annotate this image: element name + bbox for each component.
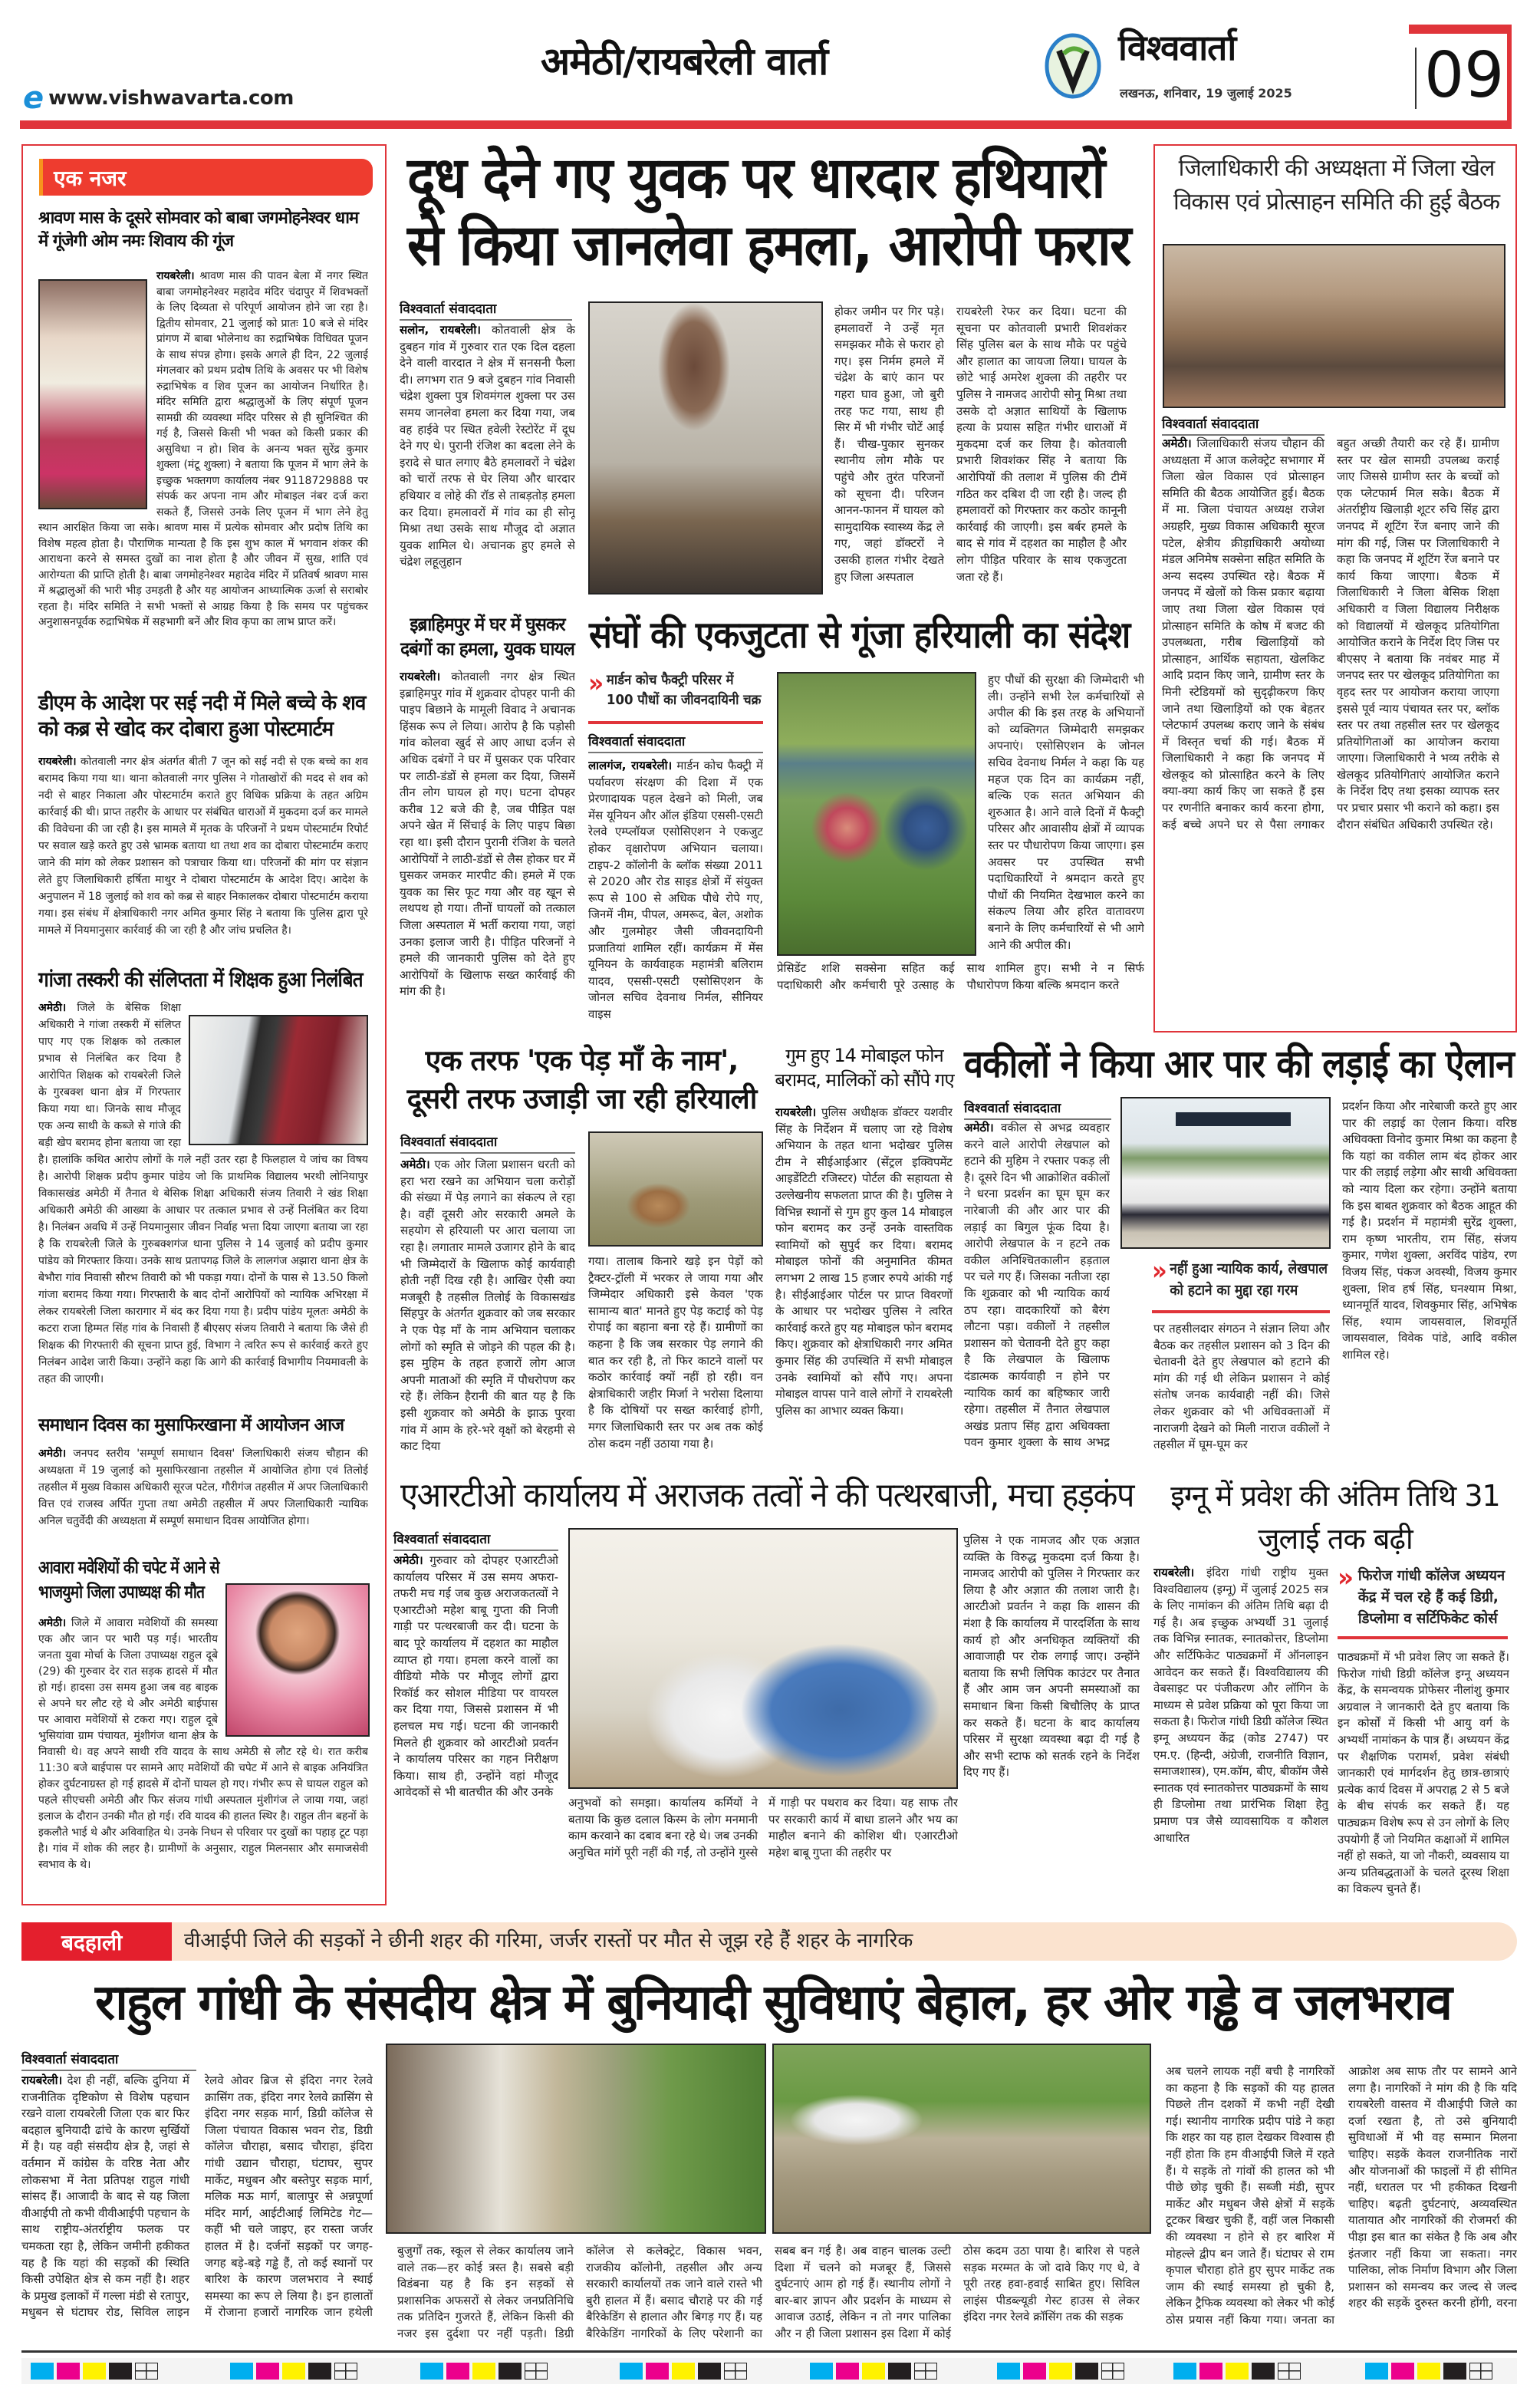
chevron-right-icon: »: [1338, 1563, 1354, 1593]
color-swatch: [888, 2363, 911, 2380]
badhali-body-col-2: बुजुर्गों तक, स्कूल से लेकर कार्यालय जाने वाले तक—हर कोई त्रस्त है। सबसे बड़ी विडंबना यह है कि इन सड़कों से प्रशासनिक अफसरों से लेकर जनप्रतिनिधि तक प्रतिदिन गुजरते हैं, लेकिन किसी की नजर इस दुर्दशा पर नहीं पड़ती। डिग्री कॉलेज से कलेक्ट्रेट, विकास भवन, राजकीय कॉलोनी, तहसील और अन्य सरकारी कार्यालयों तक जाने वाले रास्ते भी बुरी हालत में हैं। बसाद चौराहे पर की गई बैरिकेडिंग से हालात और बिगड़ गए हैं। यह बैरिकेडिंग नागरिकों के लिए परेशानी का सबब बन गई है। अब वाहन चालक उल्टी दिशा में चलने को मजबूर हैं, जिससे दुर्घटनाएं आम हो गई हैं। स्थानीय लोगों ने बार-बार ज्ञापन और प्रदर्शन के माध्यम से आवाज उठाई, लेकिन न तो नगर पालिका और न ही जिला प्रशासन इस दिशा में कोई ठोस कदम उठा पाया है। बारिश से पहले सड़क मरम्मत के जो दावे किए गए थे, वे पूरी तरह हवा-हवाई साबित हुए। सिविल लाइंस पीडब्ल्यूडी गेस्ट हाउस से लेकर इंदिरा नगर रेलवे क्रॉसिंग तक की सड़क: [397, 2244, 1140, 2340]
color-swatch: [620, 2363, 643, 2380]
subhead-rule: [1152, 1310, 1330, 1313]
color-swatch: [1391, 2363, 1414, 2380]
vakeel-body-col-1: अमेठी। वकील से अभद्र व्यवहार करने वाले आरोपी लेखपाल को हटाने की मुहिम ने रफ्तार पकड़ ली है। दूसरे दिन भी आक्रोशित वकीलों ने धरना प्रदर्शन का घूम घूम कर नारेबाजी की और आर पार की लड़ाई का बिगुल फूंक दिया है। आरोपी लेखपाल के न हटने तक वकील अनिश्चितकालीन हड़ताल पर चले गए हैं। जिसका नतीजा रहा कि शुक्रवार को भी न्यायिक कार्य ठप रहा। वादकारियों को बैरंग लौटना पड़ा। वकीलों ने तहसील प्रशासन को चेतावनी देते हुए कहा है कि लेखपाल के खिलाफ दंडात्मक कार्यवाही न होने पर न्यायिक कार्य का बहिष्कार जारी रहेगा। तहसील में तैनात लेखपाल अखंड प्रताप सिंह द्वारा अधिवक्ता पवन कुमार शुक्ला के साथ अभद्र: [964, 1121, 1110, 1450]
color-swatch: [1443, 2363, 1466, 2380]
story-body: रायबरेली। श्रावण मास की पावन बेला में नगर स्थित बाबा जगमोहनेश्वर महादेव मंदिर चंदापुर में शिवभक्तों के लिए दिव्यता से परिपूर्ण आयोजन होने जा रहा है। द्वितीय सोमवार, 21 जुलाई को प्रातः 10 बजे से मंदिर प्रांगण में बाबा भोलेनाथ का रुद्राभिषेक विधिवत पूजन के साथ संपन्न होगा। इसके अगले ही दिन, 22 जुलाई मंगलवार को प्रथम प्रदोष तिथि के अवसर पर भी विशेष रुद्राभिषेक व शिव पूजन का आयोजन निर्धारित है। मंदिर समिति द्वारा श्रद्धालुओं के लिए संपूर्ण पूजन सामग्री की व्यवस्था मंदिर परिसर से ही सुनिश्चित की गई है, जिससे किसी भी भक्त को किसी प्रकार की असुविधा न हो। शिव के अनन्य भक्त सुरेंद्र कुमार शुक्ला (मंटू शुक्ला) ने बताया कि पूजन में भाग लेने के इच्छुक भक्तगण कार्यालय नंबर 9118729888 पर संपर्क कर अपना नाम और मोबाइल नंबर दर्ज करा सकते हैं, जिससे उनके लिए पूजन में भाग लेने हेतु स्थान आरक्षित किया जा सके। श्रावण मास में प्रत्येक सोमवार और प्रदोष तिथि का विशेष महत्व होता है। पौराणिक मान्यता है कि इस शुभ काल में भगवान शंकर की आराधना करने से समस्त दुखों का नाश होता है और जीवन में सुख, शांति एवं आरोग्यता की प्राप्ति होती है। बाबा जगमोहनेश्वर महादेव मंदिर में प्रतिवर्ष श्रावण मास में श्रद्धालुओं की भारी भीड़ उमड़ती है और यह आयोजन आध्यात्मिक ऊर्जा से सराबोर रहता है। मंदिर समिति ने सभी भक्तों से आग्रह किया है कि समय पर पहुंचकर अनुशासनपूर्वक रुद्राभिषेक में सहभागी बनें और शिव कृपा का लाभ प्राप्त करें।: [38, 270, 368, 628]
story-headline: श्रावण मास के दूसरे सोमवार को बाबा जगमोहनेश्वर धाम में गूंजेगी ओम नमः शिवाय की गूंज: [38, 209, 359, 251]
color-swatch: [997, 2363, 1020, 2380]
badhali-body-col-1: रायबरेली। देश ही नहीं, बल्कि दुनिया में राजनीतिक दृष्टिकोण से विशेष पहचान रखने वाला रायबरेली जिला एक बार फिर बदहाल बुनियादी ढांचे के कारण सुर्खियों में है। यह वही संसदीय क्षेत्र है, जहां से वर्तमान में कांग्रेस के वरिष्ठ नेता और लोकसभा में नेता प्रतिपक्ष राहुल गांधी सांसद हैं। आजादी के बाद से यह जिला वीआईपी तो कभी वीवीआईपी पहचान के साथ राष्ट्रीय-अंतर्राष्ट्रीय फलक पर चमकता रहा है, लेकिन जमीनी हकीकत यह है कि यहां की सड़कों की स्थिति किसी उपेक्षित क्षेत्र से कम नहीं है। शहर के प्रमुख इलाकों में गल्ला मंडी से रतापुर, मधुबन से घंटाघर रोड, सिविल लाइन रेलवे ओवर ब्रिज से इंदिरा नगर रेलवे क्रासिंग तक, इंदिरा नगर रेलवे क्रासिंग से इंदिरा नगर सड़क मार्ग, डिग्री कॉलेज से जिला पंचायत विकास भवन रोड, डिग्री कॉलेज चौराहा, बसाद चौराहा, इंदिरा गांधी उद्यान चौराहा, घंटाघर, सुपर मार्केट, मधुबन और बस्तेपुर सड़क मार्ग, मलिक मऊ मार्ग, बालापुर से अन्नपूर्णा मंदिर मार्ग, आईटीआई लिमिटेड गेट—कहीं भी चले जाइए, हर रास्ता जर्जर हालत में है। दर्जनों सड़कों पर जगह-जगह बड़े-बड़े गड्ढे हैं, तो कई स्थानों पर बारिश के कारण जलभराव ने स्थाई समस्या का रूप ले लिया है। इन हालातों में रोजाना हजारों नागरिक जान हथेली: [21, 2073, 373, 2320]
color-swatch: [57, 2363, 80, 2380]
byline: विश्ववार्ता संवाददाता: [588, 732, 763, 753]
badhali-strapline: वीआईपी जिले की सड़कों ने छीनी शहर की गरिमा, जर्जर रास्तों पर मौत से जूझ रहे हैं शहर के नागरिक: [184, 1929, 913, 1952]
sangho-headline: संघों की एकजुटता से गूंजा हरियाली का संदेश: [589, 614, 1130, 657]
page-number: 09: [1424, 39, 1505, 112]
color-swatch: [1226, 2363, 1249, 2380]
cut-tree-photo: [588, 1131, 763, 1247]
arto-body-col-3: अनुभवों को समझा। कार्यालय कर्मियों ने बताया कि कुछ दलाल किस्म के लोग मनमानी काम करवाने का दबाव बना रहे थे। जब उनकी अनुचित मांगें पूरी नहीं की गईं, तो उन्होंने गुस्से में गाड़ी पर पथराव कर दिया। यह साफ तौर पर सरकारी कार्य में बाधा डालने और भय का माहौल बनाने की कोशिश थी। एआरटीओ महेश बाबू गुप्ता की तहरीर पर: [568, 1796, 958, 1859]
mobile-headline: गुम हुए 14 मोबाइल फोन बरामद, मालिकों को सौंपे गए: [775, 1045, 954, 1091]
badhali-strap: [21, 1922, 1517, 1961]
registration-mark-icon: [724, 2363, 747, 2380]
story-headline: समाधान दिवस का मुसाफिरखाना में आयोजन आज: [38, 1415, 344, 1435]
color-swatch: [308, 2363, 331, 2380]
chevron-right-icon: »: [588, 668, 604, 699]
waterlogged-street-photo: [386, 2044, 766, 2234]
registration-mark-icon: [1469, 2363, 1492, 2380]
potholed-road-photo: [772, 2044, 1151, 2234]
injured-man-photo: [588, 301, 823, 594]
vakeel-headline: वकीलों ने किया आर पार की लड़ाई का ऐलान: [964, 1042, 1515, 1086]
sangho-body-col-1: लालगंज, रायबरेली। मार्डन कोच फैक्ट्री में पर्यावरण संरक्षण की दिशा में एक प्रेरणादायक पहल देखने को मिली, जब मेंस यूनियन और ऑल इंडिया एससी-एसटी रेलवे एम्प्लॉयज एसोसिएशन ने एकजुट होकर वृक्षारोपण अभियान चलाया। टाइप-2 कॉलोनी के ब्लॉक संख्या 2011 से 2020 और रोड साइड क्षेत्रों में संयुक्त रूप से 100 से अधिक पौधे रोपे गए, जिनमें नीम, पीपल, अमरूद, बेल, अशोक और गुलमोहर जैसी जीवनदायिनी प्रजातियां शामिल रहीं। कार्यक्रम में मेंस यूनियन के कार्यवाहक महामंत्री बलिराम यादव, एससी-एसटी एसोसिएशन के जोनल सचिव देवनाथ निर्मल, सीनियर वाइस: [588, 759, 763, 1021]
sangho-subhead: » मार्डन कोच फैक्ट्री परिसर में 100 पौधों का जीवनदायिनी चक्र: [588, 668, 762, 708]
vakeel-subhead: » नहीं हुआ न्यायिक कार्य, लेखपाल को हटाने का मुद्दा रहा गरम: [1152, 1256, 1328, 1299]
browser-e-icon: e: [23, 81, 44, 116]
page-number-divider: [1415, 48, 1417, 109]
ped-body-col-2: गया। तालाब किनारे खड़े इन पेड़ों को ट्रैक्टर-ट्रॉली में भरकर ले जाया गया और जिम्मेदार अधिकारी इसे केवल 'एक सामान्य बात' मानते हुए पेड़ कटाई को पेड़ रोपाई का बहाना बना रहे हैं। ग्रामीणों का कहना है कि जब सरकार पेड़ लगाने की बात कर रही है, तो फिर काटने वालों पर कठोर कार्रवाई क्यों नहीं हो रही। वन क्षेत्राधिकारी जहीर मिर्जा ने भरोसा दिलाया है कि दोषियों पर सख्त कार्रवाई होगी, मगर जिलाधिकारी स्तर पर अब तक कोई ठोस कदम नहीं उठाया गया है।: [588, 1254, 763, 1451]
badhali-headline: राहुल गांधी के संसदीय क्षेत्र में बुनियादी सुविधाएं बेहाल, हर ओर गड्ढे व जलभराव: [95, 1974, 1451, 2031]
brand-logo: [1041, 31, 1105, 100]
khel-headline: जिलाधिकारी की अध्यक्षता में जिला खेल विकास एवं प्रोत्साहन समिति की हुई बैठक: [1173, 155, 1499, 216]
lead-headline: दूध देने गए युवक पर धारदार हथियारों से किया जानलेवा हमला, आरोपी फरार: [407, 145, 1130, 278]
color-swatch: [499, 2363, 522, 2380]
subhead-rule: [1338, 1636, 1508, 1639]
byline: विश्ववार्ता संवाददाता: [964, 1098, 1111, 1120]
color-swatch: [230, 2363, 253, 2380]
website-url[interactable]: e www.vishwavarta.com: [23, 81, 294, 116]
registration-mark-icon: [914, 2363, 937, 2380]
color-swatch: [256, 2363, 279, 2380]
chevron-right-icon: »: [1152, 1256, 1167, 1286]
teacher-photo: [189, 1015, 368, 1145]
lead-body-col-2: होकर जमीन पर गिर पड़े। हमलावरों ने उन्हें मृत समझकर मौके से फरार हो गए। इस निर्मम हमले में चंद्रेश के बाएं कान पर गहरा घाव हुआ, जो बुरी तरह फट गया, साथ ही सिर में भी गंभीर चोटें आई हैं। चीख-पुकार सुनकर स्थानीय लोग मौके पर पहुंचे और तुरंत परिजनों को सूचना दी। परिजन आनन-फानन में घायल को सामुदायिक स्वास्थ्य केंद्र ले गए, जहां डॉक्टरों ने उसकी हालत गंभीर देखते हुए जिला अस्पताल: [834, 305, 944, 584]
ped-headline: एक तरफ 'एक पेड़ माँ के नाम', दूसरी तरफ उजाड़ी जा रही हरियाली: [406, 1044, 757, 1115]
color-swatch: [836, 2363, 859, 2380]
registration-mark-icon: [135, 2363, 158, 2380]
gate-sign: [1176, 1112, 1291, 1126]
ignou-subhead: » फिरोज गांधी कॉलेज अध्ययन केंद्र में चल रहे हैं कई डिग्री, डिप्लोमा व सर्टिफिकेट कोर्स: [1338, 1563, 1505, 1627]
section-title: अमेठी/रायबरेली वार्ता: [541, 39, 828, 84]
color-swatch: [109, 2363, 132, 2380]
color-swatch: [1173, 2363, 1196, 2380]
registration-mark-icon: [525, 2363, 548, 2380]
byline: विश्ववार्ता संवाददाता: [21, 2050, 196, 2071]
khel-body: अमेठी। जिलाधिकारी संजय चौहान की अध्यक्षता में आज कलेक्ट्रेट सभागार में जिला खेल विकास एवं प्रोत्साहन समिति की बैठक आयोजित हुई। बैठक में मा. जिला पंचायत अध्यक्ष राजेश अग्रहरि, मुख्य विकास अधिकारी सूरज पटेल, क्षेत्रीय क्रीड़ाधिकारी अयोध्या मंडल अनिमेष सक्सेना सहित समिति के अन्य सदस्य उपस्थित रहे। बैठक में जनपद में खेलों को किस प्रकार बढ़ाया जाए तथा जिला खेल विकास एवं प्रोत्साहन समिति के कोष में बजट की उपलब्धता, गरीब खिलाड़ियों को प्रोत्साहन, आर्थिक सहायता, खेलकिट आदि प्रदान किए जाने, ग्रामीण स्तर के मिनी स्टेडियमों को सुदृढ़ीकरण किए जाने तथा खिलाड़ियों को एक बेहतर प्लेटफार्म उपलब्ध कराए जाने के संबंध में विस्तृत चर्चा की गई। बैठक में जिलाधिकारी ने कहा कि जनपद में खेलकूद को प्रोत्साहित करने के लिए क्या-क्या कार्य किए जा सकते हैं इस पर रणनीति बनाकर कार्य करना होगा, कई बच्चे अपने घर से पैसा लगाकर बहुत अच्छी तैयारी कर रहे हैं। ग्रामीण स्तर पर खेल सामग्री उपलब्ध कराई जाए जिससे ग्रामीण स्तर के बच्चों को एक प्लेटफार्म मिल सके। बैठक में अंतर्राष्ट्रीय खिलाड़ी शूटर रुचि सिंह द्वारा जनपद में शूटिंग रेंज बनाए जाने की मांग की गई, जिस पर जिलाधिकारी ने कहा कि जनपद में शूटिंग रेंज बनाने पर कार्य किया जाएगा। बैठक में जिलाधिकारी ने जिला बेसिक शिक्षा अधिकारी व जिला विद्यालय निरीक्षक को विद्यालयों में खेलकूद प्रतियोगिता आयोजित कराने के निर्देश दिए जिस पर बीएसए ने बताया कि नवंबर माह में जनपद स्तर पर खेलकूद प्रतियोगिता का वृहद स्तर पर आयोजन कराया जाएगा इससे पूर्व न्याय पंचायत स्तर पर, ब्लॉक स्तर पर तथा तहसील स्तर पर खेलकूद प्रतियोगिताओं का आयोजन कराया जाएगा। जिलाधिकारी ने भव्य तरीके से खेलकूद प्रतियोगिताएं आयोजित कराने के निर्देश दिए तथा इसका व्यापक स्तर पर प्रचार प्रसार भी कराने को कहा। इस दौरान संबंधित अधिकारी उपस्थित रहे।: [1162, 436, 1499, 832]
lead-body-col-3: रायबरेली रेफर कर दिया। घटना की सूचना पर कोतवाली प्रभारी शिवशंकर सिंह पुलिस बल के साथ मौके पर पहुंचे और हालात का जायजा लिया। घायल के छोटे भाई अमरेश शुक्ला की तहरीर पर पुलिस ने नामजद आरोपी सोनू मिश्रा तथा उसके दो अज्ञात साथियों के खिलाफ हत्या के प्रयास सहित गंभीर धाराओं में मुकदमा दर्ज कर लिया है। कोतवाली प्रभारी शिवशंकर सिंह ने बताया कि आरोपियों की तलाश में पुलिस की टीमें गठित कर दबिश दी जा रही है। जल्द ही हमलावरों को गिरफ्तार कर कठोर कानूनी कार्रवाई की जाएगी। इस बर्बर हमले के बाद से गांव में दहशत का माहौल है और लोग पीड़ित परिवार के साथ एकजुटता जता रहे हैं।: [956, 305, 1127, 584]
printer-color-bars: [21, 2358, 1517, 2384]
mobile-body: रायबरेली। पुलिस अधीक्षक डॉक्टर यशवीर सिंह के निर्देशन में चलाए जा रहे विशेष अभियान के तहत थाना भदोखर पुलिस टीम ने सीईआईआर (सेंट्रल इक्विपमेंट आइडेंटिटी रजिस्टर) पोर्टल की सहायता से उल्लेखनीय सफलता प्राप्त की है। पुलिस ने विभिन्न स्थानों से गुम हुए कुल 14 मोबाइल फोन बरामद कर उन्हें उनके वास्तविक स्वामियों को सुपुर्द कर दिया। बरामद मोबाइल फोनों की अनुमानित कीमत लगभग 2 लाख 15 हजार रुपये आंकी गई है। सीईआईआर पोर्टल पर प्राप्त विवरणों के आधार पर भदोखर पुलिस ने त्वरित कार्रवाई करते हुए यह मोबाइल फोन बरामद किए। शुक्रवार को क्षेत्राधिकारी नगर अमित कुमार सिंह की उपस्थिति में सभी मोबाइल उनके स्वामियों को सौंपे गए। अपना मोबाइल वापस पाने वाले लोगों ने रायबरेली पुलिस का आभार व्यक्त किया।: [775, 1105, 953, 1418]
arto-body-col-1: अमेठी। गुरुवार को दोपहर एआरटीओ कार्यालय परिसर में उस समय अफरा-तफरी मच गई जब कुछ अराजकतत्वों ने एआरटीओ महेश बाबू गुप्ता की निजी गाड़ी पर पत्थरबाजी कर दी। घटना के बाद पूरे कार्यालय में दहशत का माहौल व्याप्त हो गया। हमला करने वालों का वीडियो मौके पर मौजूद लोगों द्वारा रिकॉर्ड कर सोशल मीडिया पर वायरल कर दिया गया, जिससे प्रशासन में भी हलचल मच गई। घटना की जानकारी मिलते ही शुक्रवार को आरटीओ प्रवर्तन ने कार्यालय परिसर का गहन निरीक्षण किया। साथ ही, उन्होंने वहां मौजूद आवेदकों से भी बातचीत की और उनके: [393, 1553, 558, 1800]
story-headline: आवारा मवेशियों की चपेट में आने से भाजयुमो जिला उपाध्यक्ष की मौत: [38, 1558, 219, 1602]
header-red-bar: [20, 120, 1512, 129]
story-headline: गांजा तस्करी की संलिप्तता में शिक्षक हुआ निलंबित: [38, 968, 363, 992]
ignou-headline: इग्नू में प्रवेश की अंतिम तिथि 31 जुलाई तक बढ़ी: [1170, 1479, 1500, 1556]
ignou-body-col-1: रायबरेली। इंदिरा गांधी राष्ट्रीय मुक्त विश्वविद्यालय (इग्नू) में जुलाई 2025 सत्र के लिए नामांकन की अंतिम तिथि बढ़ा दी गई है। अब इच्छुक अभ्यर्थी 31 जुलाई तक विभिन्न स्नातक, स्नातकोत्तर, डिप्लोमा और सर्टिफिकेट पाठ्यक्रमों में ऑनलाइन आवेदन कर सकते हैं। विश्वविद्यालय की वेबसाइट पर पंजीकरण और लॉगिन के माध्यम से प्रवेश प्रक्रिया को पूरा किया जा सकता है। फिरोज गांधी डिग्री कॉलेज स्थित इग्नू अध्ययन केंद्र (कोड 2747) पर एम.ए. (हिन्दी, अंग्रेजी, राजनीति विज्ञान, समाजशास्त्र), एम.कॉम, बीए, बीकॉम जैसे स्नातक एवं स्नातकोत्तर पाठ्यक्रमों के साथ ही डिप्लोमा तथा प्रारंभिक शिक्षा हेतु प्रमाण पत्र जैसे व्यावसायिक व कौशल आधारित: [1153, 1566, 1328, 1845]
brand-name: विश्ववार्ता: [1118, 27, 1236, 68]
color-swatch: [1252, 2363, 1275, 2380]
sangho-body-col-2: हुए पौधों की सुरक्षा की जिम्मेदारी भी ली। उन्होंने सभी रेल कर्मचारियों से अपील की कि इस तरह के अभियानों को व्यक्तिगत जिम्मेदारी समझकर अपनाएं। एसोसिएशन के जोनल सचिव देवनाथ निर्मल ने कहा कि यह महज एक दिन का कार्यक्रम नहीं, बल्कि एक सतत अभियान की शुरुआत है। आने वाले दिनों में फैक्ट्री परिसर और आवासीय क्षेत्रों में व्यापक स्तर पर पौधारोपण किया जाएगा। इस अवसर पर उपस्थित सभी पदाधिकारियों ने श्रमदान करते हुए पौधों की नियमित देखभाल करने का संकल्प लिया और हरित वातावरण बनाने के लिए कर्मचारियों से भी आगे आने की अपील की।: [988, 673, 1144, 952]
story-headline: डीएम के आदेश पर सई नदी में मिले बच्चे के शव को कब्र से खोद कर दोबारा हुआ पोस्टमार्टम: [38, 691, 366, 741]
tree-planting-photo: [777, 672, 976, 956]
arto-office-photo: [568, 1528, 958, 1789]
color-swatch: [472, 2363, 495, 2380]
story-body: रायबरेली। कोतवाली नगर क्षेत्र अंतर्गत बीती 7 जून को सई नदी से एक बच्चे का शव बरामद किया गया था। थाना कोतवाली नगर पुलिस ने गोताखोरों की मदद से शव को नदी से बाहर निकाला और पोस्टमार्टम कराते हुए विधिक प्रक्रिया के तहत अग्रिम कार्रवाई की थी। प्राप्त तहरीर के आधार पर संबंधित धाराओं में मुकदमा दर्ज कर मामले की विवेचना की जा रही है। इस मामले में मृतक के परिजनों ने प्रथम पोस्टमार्टम रिपोर्ट पर सवाल खड़े करते हुए उसे भ्रामक बताया था तथा शव का दोबारा पोस्टमार्टम कराए जाने की मांग को लेकर प्रशासन को पत्राचार किया था। परिजनों की मांग पर संज्ञान लेते हुए जिलाधिकारी हर्षिता माथुर ने दोबारा पोस्टमार्टम के आदेश दिए। आदेश के अनुपालन में 18 जुलाई को शव को कब्र से बाहर निकालकर दोबारा पोस्टमार्टम कराया गया। इस संबंध में क्षेत्राधिकारी नगर अमित कुमार सिंह ने बताया कि पुलिस द्वारा पूरे मामले में नियमानुसार कार्रवाई की जा रही है और जांच प्रचलित है।: [38, 756, 368, 937]
color-swatch: [31, 2363, 54, 2380]
ibrahimpur-body: रायबरेली। कोतवाली नगर क्षेत्र स्थित इब्राहिमपुर गांव में शुक्रवार दोपहर पानी की पाइप बिछाने के मामूली विवाद ने अचानक हिंसक रूप ले लिया। आरोप है कि पड़ोसी गांव कोलवा खुर्द से आए आधा दर्जन से अधिक दबंगों ने घर में घुसकर एक परिवार पर लाठी-डंडों से हमला कर दिया, जिसमें तीन लोग घायल हो गए। घटना दोपहर करीब 12 बजे की है, जब पीड़ित पक्ष अपने खेत में सिंचाई के लिए पाइप बिछा रहा था। इसी दौरान पुरानी रंजिश के चलते आरोपियों ने लाठी-डंडों से लैस होकर घर में घुसकर जमकर मारपीट की। हमले में एक युवक का सिर फूट गया और वह खून से लथपथ हो गया। तीनों घायलों को तत्काल जिला अस्पताल में भर्ती कराया गया, जहां उनका इलाज जारी है। पीड़ित परिजनों ने हमले की जानकारी पुलिस को देते हुए आरोपियों के खिलाफ सख्त कार्रवाई की मांग की है।: [400, 670, 575, 999]
color-swatch: [646, 2363, 669, 2380]
arto-headline: एआरटीओ कार्यालय में अराजक तत्वों ने की पत्थरबाजी, मचा हड़कंप: [400, 1476, 1134, 1515]
badhali-body-col-3: अब चलने लायक नहीं बची है नागरिकों का कहना है कि सड़कों की यह हालत पिछले तीन दशकों में कभी नहीं देखी गई। स्थानीय नागरिक प्रदीप पांडे ने कहा कि शहर का यह हाल देखकर विश्वास ही नहीं होता कि हम वीआईपी जिले में रहते हैं। ये सड़कें तो गांवों की हालत को भी पीछे छोड़ चुकी हैं। सब्जी मंडी, सुपर मार्केट और मधुबन जैसे क्षेत्रों में सड़कें टूटकर बिखर चुकी हैं, वहीं जल निकासी की व्यवस्था न होने से हर बारिश में मोहल्ले द्वीप बन जाते हैं। घंटाघर से राम कृपाल चौराहा होते हुए सुपर मार्केट तक जाम की स्थाई समस्या हो चुकी है, लेकिन ट्रैफिक व्यवस्था को लेकर भी कोई ठोस प्रयास नहीं किया गया। जनता का आक्रोश अब साफ तौर पर सामने आने लगा है। नागरिकों ने मांग की है कि यदि रायबरेली वास्तव में वीआईपी जिले का दर्जा रखता है, तो उसे बुनियादी सुविधाओं में भी वह सम्मान मिलना चाहिए। सड़कें केवल राजनीतिक नारों और योजनाओं की फाइलों में ही सीमित नहीं, धरातल पर भी हकीकत दिखनी चाहिए। बढ़ती दुर्घटनाएं, अव्यवस्थित यातायात और नागरिकों की रोजमर्रा की पीड़ा इस बात का संकेत है कि अब और इंतजार नहीं किया जा सकता। नगर पालिका, लोक निर्माण विभाग और जिला प्रशासन को समन्वय कर जल्द से जल्द शहर की सड़कें दुरुस्त करनी होंगी, वरना: [1166, 2064, 1517, 2327]
color-swatch: [810, 2363, 833, 2380]
byline: विश्ववार्ता संवाददाता: [393, 1530, 558, 1551]
registration-mark-icon: [1101, 2363, 1124, 2380]
arto-body-col-2: पुलिस ने एक नामजद और एक अज्ञात व्यक्ति के विरुद्ध मुकदमा दर्ज किया है। नामजद आरोपी को पुलिस ने गिरफ्तार कर लिया है और अज्ञात की तलाश जारी है। आरटीओ प्रवर्तन ने कहा कि शासन की मंशा है कि कार्यालय में पारदर्शिता के साथ कार्य हो और अनधिकृत व्यक्तियों की आवाजाही पर रोक लगाई जाए। उन्होंने बताया कि सभी लिपिक काउंटर पर तैनात हैं और आम जन अपनी समस्याओं का समाधान बिना किसी बिचौलिए के प्राप्त कर सकते हैं। घटना के बाद कार्यालय परिसर में सुरक्षा व्यवस्था बढ़ा दी गई है और सभी स्टाफ को सतर्क रहने के निर्देश दिए गए हैं।: [963, 1533, 1140, 1780]
color-swatch: [1023, 2363, 1046, 2380]
meeting-photo: [1163, 244, 1505, 408]
subhead-rule: [588, 721, 763, 724]
story-body: अमेठी। जिले में आवारा मवेशियों की समस्या एक और जान पर भारी पड़ गई। भारतीय जनता युवा मोर्चा के जिला उपाध्यक्ष राहुल दूबे (29) की गुरुवार देर रात सड़क हादसे में मौत हो गई। हादसा उस समय हुआ जब वह बाइक से अपने घर लौट रहे थे और अमेठी बाईपास पर आवारा मवेशियों से टकरा गए। राहुल दूबे भुसियांवा ग्राम पंचायत, मुंशीगंज थाना क्षेत्र के निवासी थे। वह अपने साथी रवि यादव के साथ अमेठी से लौट रहे थे। रात करीब 11:30 बजे बाईपास पर सामने आए मवेशियों की चपेट में आने से बाइक अनियंत्रित होकर दुर्घटनाग्रस्त हो गई हादसे में दोनों घायल हो गए। गंभीर रूप से घायल राहुल को पहले सीएचसी अमेठी और फिर संजय गांधी अस्पताल मुंशीगंज ले जाया गया, जहां इलाज के दौरान उनकी मौत हो गई। रवि यादव की हालत स्थिर है। राहुल तीन बहनों के इकलौते भाई थे और अविवाहित थे। उनके निधन से परिवार पर दुखों का पहाड़ टूट पड़ा है। गांव में शोक की लहर है। ग्रामीणों के अनुसार, राहुल मिलनसार और समाजसेवी स्वभाव के थे।: [38, 1617, 368, 1871]
ek-nazar-label: एक नजर: [54, 166, 127, 191]
byline: विश्ववार्ता संवाददाता: [400, 299, 572, 321]
color-swatch: [862, 2363, 885, 2380]
vakeel-body-col-3: प्रदर्शन किया और नारेबाजी करते हुए आर पार की लड़ाई का ऐलान किया। वरिष्ठ अधिवक्ता विनोद कुमार मिश्रा का कहना है कि यहां का वकील लाम बंद होकर आर पार की लड़ाई लड़ेगा और साथी अधिवक्ता को न्याय दिला कर रहेगा। उन्होंने बताया कि इस बाबत शुक्रवार को बैठक आहूत की गई है। प्रदर्शन में महामंत्री सुरेंद्र शुक्ला, राम कृष्ण भारतीय, राम सिंह, संजय कुमार, गणेश शुक्ला, अरविंद पांडेय, रण विजय सिंह, पंकज अवस्थी, विजय कुमार शुक्ला, शिव हर्ष सिंह, घनश्याम मिश्रा, ध्यानमूर्ति यादव, शिवकुमार सिंह, अभिषेक सिंह, श्याम जायसवाल, शिवमूर्ति जायसवाल, विवेक पांडे, आदि वकील शामिल रहे।: [1342, 1099, 1517, 1362]
badhali-tag: [21, 1922, 172, 1961]
color-swatch: [420, 2363, 443, 2380]
registration-mark-icon: [334, 2363, 357, 2380]
color-swatch: [1199, 2363, 1222, 2380]
globe-v-icon: [1041, 31, 1105, 100]
ignou-body-col-2: पाठ्यक्रमों में भी प्रवेश लिए जा सकते हैं। फिरोज गांधी डिग्री कॉलेज इग्नू अध्ययन केंद्र, के समन्वयक प्रोफेसर नीलांशु कुमार अग्रवाल ने जानकारी देते हुए बताया कि इन कोर्सों में किसी भी आयु वर्ग के अभ्यर्थी नामांकन के पात्र हैं। अध्ययन केंद्र पर शैक्षणिक परामर्श, प्रवेश संबंधी जानकारी एवं मार्गदर्शन हेतु छात्र-छात्राएं प्रत्येक कार्य दिवस में अपराह्न 2 से 5 बजे के बीच संपर्क कर सकते हैं। यह पाठ्यक्रम विशेष रूप से उन लोगों के लिए उपयोगी हैं जो नियमित कक्षाओं में शामिल नहीं हो सकते, या जो नौकरी, व्यवसाय या अन्य प्रतिबद्धताओं के चलते दूरस्थ शिक्षा का विकल्प चुनते हैं।: [1338, 1650, 1509, 1896]
color-swatch: [698, 2363, 721, 2380]
lead-body-col-1: सलोन, रायबरेली। कोतवाली क्षेत्र के दुबहन गांव में गुरुवार रात एक दिल दहला देने वाली वारदात ने क्षेत्र में सनसनी फैला दी। लगभग रात 9 बजे दुबहन गांव निवासी चंद्रेश शुक्ला पुत्र शिवमंगल शुक्ला पर उस समय जानलेवा हमला कर दिया गया, जब वह हाईवे पर स्थित हवेली रेस्टोरेंट में दूध देने गए थे। पुरानी रंजिश का बदला लेने के इरादे से घात लगाए बैठे हमलावरों ने चंद्रेश को चारों तरफ से घेर लिया और धारदार हथियार व लोहे की रॉड से ताबड़तोड़ हमला कर दिया। हमलावरों में गांव का ही सोनू मिश्रा तथा उसके साथ मौजूद दो अज्ञात युवक शामिल थे। अचानक हुए हमले से चंद्रेश लहूलुहान: [400, 323, 575, 569]
badhali-label: बदहाली: [61, 1930, 123, 1955]
issue-date: लखनऊ, शनिवार, 19 जुलाई 2025: [1120, 86, 1292, 100]
color-swatch: [282, 2363, 305, 2380]
lawyers-protest-photo: [1120, 1097, 1331, 1249]
color-swatch: [1417, 2363, 1440, 2380]
color-swatch: [1365, 2363, 1388, 2380]
registration-mark-icon: [1278, 2363, 1301, 2380]
story-body: अमेठी। जिले के बेसिक शिक्षा अधिकारी ने गांजा तस्करी में संलिप्त पाए गए एक शिक्षक को तत्काल प्रभाव से निलंबित कर दिया है आरोपित शिक्षक को रायबरेली जिले के गुरबक्श थाना क्षेत्र में गिरफ्तार किया गया था। जिनके साथ मौजूद एक अन्य साथी के कब्जे से गांजे की बड़ी खेप बरामद होना बताया जा रहा है। हालांकि कथित आरोप लोगों के गले नहीं उतर रहा है फिलहाल ये जांच का विषय है। आरोपी शिक्षक प्रदीप कुमार पांडेय जो कि प्राथमिक विद्यालय भरथी लोनियापुर विकासखंड अमेठी में तैनात थे बेसिक शिक्षा अधिकारी संजय तिवारी ने खंड शिक्षा अधिकारी अमेठी की आख्या के आधार पर तत्काल प्रभाव से उन्हें निलंबित कर दिया है। निलंबन अवधि में उन्हें नियमानुसार जीवन निर्वाह भत्ता दिया जाएगा बताया जा रहा है कि रायबरेली जिले के गुरुबक्शगंज थाना पुलिस ने 14 जुलाई को प्रदीप कुमार पांडेय को गिरफ्तार किया। उनके साथ प्रतापगढ़ जिले के लालगंज अझारा थाना क्षेत्र के बेभौरा गांव निवासी सौरभ तिवारी को भी पकड़ा गया। दोनों के पास से 13.50 किलो गांजा बरामद किया गया। गिरफ्तारी के बाद दोनों आरोपियों को न्यायिक अभिरक्षा में लेकर रायबरेली जिला कारागार में बंद कर दिया गया है। प्रदीप पांडेय मूलतः अमेठी के कटरा राजा हिम्मत सिंह गांव के निवासी हैं बीएसए संजय तिवारी ने बताया कि जैसे ही शिक्षक की गिरफ्तारी की सूचना प्राप्त हुई, विभाग ने त्वरित रूप से कार्रवाई करते हुए निलंबन आदेश जारी किया। उन्होंने कहा कि आगे की कार्रवाई विभागीय नियमावली के तहत की जाएगी।: [38, 1002, 368, 1385]
story-body: अमेठी। जनपद स्तरीय 'सम्पूर्ण समाधान दिवस' जिलाधिकारी संजय चौहान की अध्यक्षता में 19 जुलाई को मुसाफिरखाना तहसील में आयोजित होगा एवं तिलोई तहसील में मुख्य विकास अधिकारी सूरज पटेल, गौरीगंज तहसील में अपर जिलाधिकारी वित्त एवं राजस्व अर्पित गुप्ता तथा अमेठी तहसील में अपर जिलाधिकारी न्यायिक अनिल चतुर्वेदी की अध्यक्षता में सम्पूर्ण समाधान दिवस आयोजित होगा।: [38, 1448, 368, 1527]
photo-spacer: [218, 1615, 368, 1740]
color-swatch: [446, 2363, 469, 2380]
byline: विश्ववार्ता संवाददाता: [400, 1132, 575, 1154]
ped-body-col-1: अमेठी। एक ओर जिला प्रशासन धरती को हरा भरा रखने का अभियान चला करोड़ों की संख्या में पेड़ लगाने का संकल्प ले रहा है। वहीं दूसरी ओर सरकारी अमले के सहयोग से हरियाली पर आरा चलाया जा रहा है। लगातार मामले उजागर होने के बाद भी जिम्मेदारों के खिलाफ कोई कार्यवाही होती नहीं दिख रही है। आखिर ऐसी क्या मजबूरी है तहसील तिलोई के विकासखंड सिंहपुर के अंतर्गत शुक्रवार को जब सरकार ने एक पेड़ माँ के नाम अभियान चलाकर लोगों को स्मृति से जोड़ने की पहल की है। इस मुहिम के तहत हजारों लोग आज अपनी माताओं की स्मृति में पौधरोपण कर रहे हैं। लेकिन हैरानी की बात यह है कि इसी शुक्रवार को अमेठी के झाऊ पुरवा गांव में आम के हरे-भरे वृक्षों को बेरहमी से काट दिया: [400, 1158, 575, 1454]
color-swatch: [1049, 2363, 1072, 2380]
vakeel-body-col-2: पर तहसीलदार संगठन ने संज्ञान लिया और बैठक कर तहसील प्रशासन को 3 दिन की चेतावनी देते हुए लेखपाल को हटाने की मांग की गई थी लेकिन प्रशासन ने कोई संतोष जनक कार्यवाही नहीं की। जिसे लेकर शुक्रवार को भी अधिवक्ताओं में नाराजगी देखने को मिली नाराज वकीलों ने तहसील में घूम-घूम कर: [1153, 1322, 1330, 1452]
ek-nazar-tag: [39, 159, 373, 196]
color-swatch: [83, 2363, 106, 2380]
footer-rule: [21, 2350, 1517, 2353]
page-number-box: [1409, 25, 1512, 121]
shivling-photo: [38, 279, 147, 509]
byline: विश्ववार्ता संवाददाता: [1162, 414, 1324, 436]
color-swatch: [672, 2363, 695, 2380]
color-swatch: [1075, 2363, 1098, 2380]
ibrahimpur-headline: इब्राहिमपुर में घर में घुसकर दबंगों का हमला, युवक घायल: [400, 614, 574, 660]
sangho-body-col-3: प्रेसिडेंट शशि सक्सेना सहित कई पदाधिकारी और कर्मचारी पूरे उत्साह के साथ शामिल हुए। सभी ने न सिर्फ पौधारोपण किया बल्कि श्रमदान करते: [777, 961, 1144, 992]
